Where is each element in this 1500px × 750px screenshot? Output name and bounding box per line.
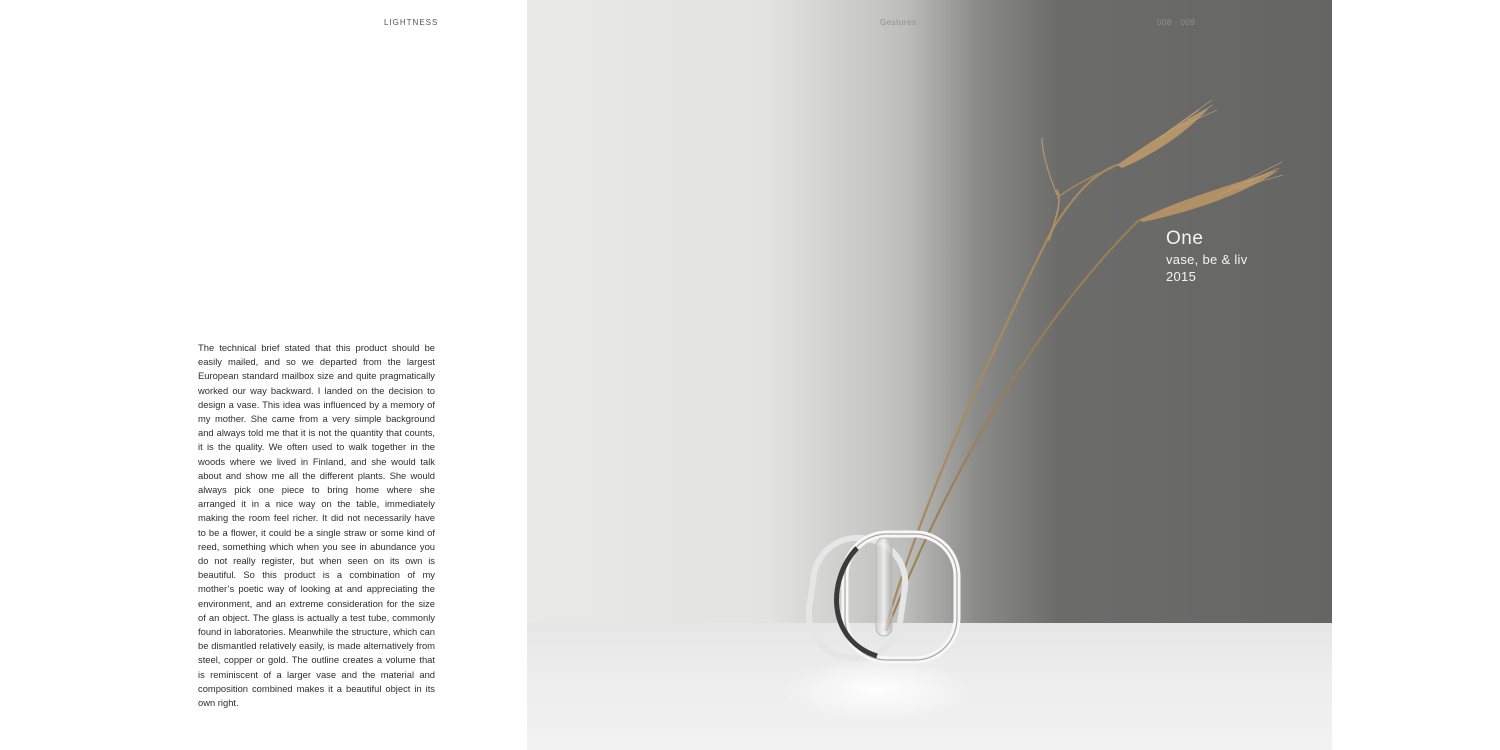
wheat-ears bbox=[1117, 108, 1279, 222]
light-reflection bbox=[782, 658, 972, 722]
body-text: The technical brief stated that this product should be easily mailed, and so we departed from the largest European standard mailbox size and quite pragmatically worked our way backward. I landed on the decision to design a vase. This idea was influenced by a memory of my mother. She came from a very simple background and always told me that it is not the quantity that counts, it is the quality. We often used to walk together in the woods where we lived in Finland, and she would talk about and show me all the different plants. She would always pick one piece to bring home where she arranged it in a nice way on the table, immediately making the room feel richer. It did not necessarily have to be a flower, it could be a single straw or some kind of reed, something which when you see in abundance you do not really register, but when seen on its own is beautiful. So this product is a combination of my mother’s poetic way of looking at and appreciating the environment, and an extreme consideration for the size of an object. The glass is actually a test tube, commonly found in laboratories. Meanwhile the structure, which can be dismantled relatively easily, is made alternatively from steel, copper or gold. The outline creates a volume that is reminiscent of a larger vase and the material and composition combined makes it a beautiful object in its own right. bbox=[198, 342, 435, 709]
wheat-stems bbox=[885, 138, 1139, 630]
product-description: vase, be & liv bbox=[1166, 252, 1248, 267]
product-name: One bbox=[1166, 228, 1204, 249]
product-caption bbox=[1166, 227, 1248, 285]
product-year: 2015 bbox=[1166, 269, 1197, 284]
vase-with-wheat-illustration bbox=[527, 0, 1332, 750]
chapter-title: Gestures bbox=[880, 18, 917, 27]
vase bbox=[803, 532, 957, 664]
left-page bbox=[0, 0, 527, 750]
section-title: LIGHTNESS bbox=[384, 18, 439, 27]
page-number: 008 · 009 bbox=[1157, 18, 1196, 27]
test-tube bbox=[876, 538, 892, 636]
product-photo bbox=[527, 0, 1332, 750]
page-margin bbox=[1332, 0, 1500, 750]
wheat-awns bbox=[1157, 100, 1283, 196]
